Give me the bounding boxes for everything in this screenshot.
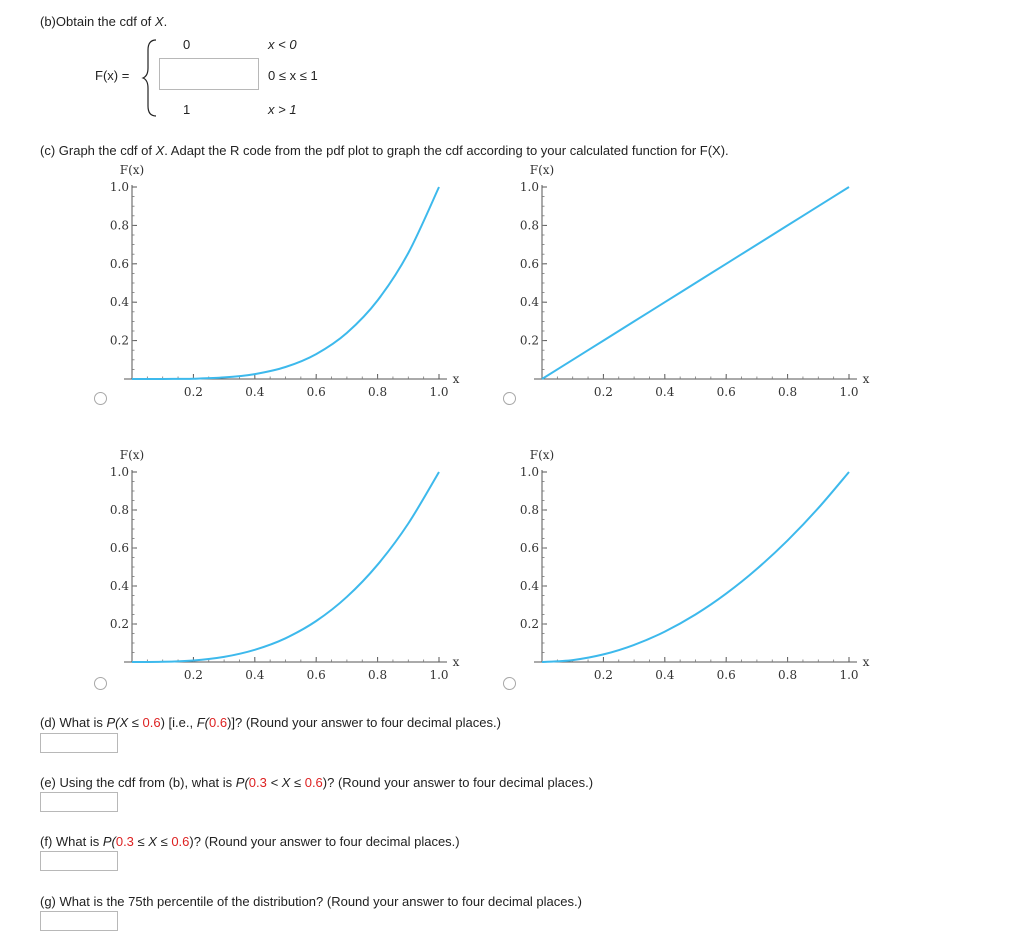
part-g-answer-input[interactable]	[40, 911, 118, 931]
x-axis-label: x	[862, 372, 870, 386]
x-axis-label: x	[452, 372, 460, 386]
part-d-text-4: F(	[196, 715, 209, 730]
part-b-text: (b)Obtain the cdf of	[40, 14, 155, 29]
part-d-question	[40, 715, 501, 730]
part-f-text-2: P(	[102, 834, 116, 849]
y-tick-label: 0.4	[519, 295, 539, 310]
part-d-value-2: 0.6	[208, 715, 228, 730]
x-tick-label: 1.0	[839, 668, 859, 682]
x-tick-label: 0.8	[368, 385, 388, 399]
part-f-value-1: 0.3	[115, 834, 134, 849]
x-tick-label: 0.2	[183, 385, 203, 399]
part-c-var: X	[155, 143, 165, 158]
y-tick-label: 0.6	[109, 541, 129, 555]
x-tick-label: 0.4	[245, 668, 265, 682]
part-b-suffix: .	[163, 14, 168, 29]
part-f-text-3: ≤ X ≤	[133, 834, 172, 849]
part-e-text-1: (e) Using the cdf from (b), what is	[40, 775, 236, 790]
x-tick-label: 1.0	[429, 668, 449, 682]
part-e-question	[40, 775, 593, 790]
part-f-value-2: 0.6	[171, 834, 190, 849]
x-tick-label: 0.6	[306, 385, 326, 399]
cdf-curve	[542, 472, 849, 662]
part-e-text-4: )? (Round your answer to four decimal places.)	[322, 775, 594, 790]
condition-middle: 0 ≤ x ≤ 1	[268, 68, 318, 83]
y-axis-label: F(x)	[529, 163, 555, 177]
y-tick-label: 1.0	[519, 465, 539, 479]
y-tick-label: 0.2	[519, 333, 539, 348]
part-d-text-2: P(X ≤	[106, 715, 143, 730]
part-e-value-1: 0.3	[248, 775, 267, 790]
x-tick-label: 0.4	[655, 668, 675, 682]
cdf-lhs: F(x) =	[95, 68, 130, 83]
part-d-value-1: 0.6	[142, 715, 161, 730]
x-tick-label: 0.2	[593, 668, 613, 682]
part-f-text-4: )? (Round your answer to four decimal places.)	[189, 834, 460, 849]
x-tick-label: 0.6	[306, 668, 326, 682]
part-c-suffix: . Adapt the R code from the pdf plot to graph the cdf according to your calculated function for F(X).	[164, 143, 729, 158]
x-tick-label: 0.4	[655, 385, 675, 399]
part-d-text-1: (d) What is	[40, 715, 107, 730]
part-g-question: (g) What is the 75th percentile of the distribution? (Round your answer to four decimal places.)	[40, 894, 582, 909]
part-f-text-1: (f) What is	[40, 834, 103, 849]
part-d-answer-input[interactable]	[40, 733, 118, 753]
y-tick-label: 0.6	[519, 541, 539, 555]
y-tick-label: 0.8	[519, 503, 539, 517]
y-tick-label: 1.0	[519, 180, 539, 194]
y-tick-label: 0.4	[109, 579, 129, 593]
y-tick-label: 1.0	[109, 180, 129, 194]
x-tick-label: 1.0	[429, 385, 449, 399]
x-axis-label: x	[862, 655, 870, 669]
part-e-text-2: P(	[235, 775, 249, 790]
part-e-value-2: 0.6	[304, 775, 323, 790]
x-tick-label: 0.6	[716, 668, 736, 682]
y-tick-label: 0.4	[519, 579, 539, 593]
part-d-text-5: )]? (Round your answer to four decimal places.)	[227, 715, 501, 730]
piece-value-top: 0	[183, 37, 191, 52]
condition-bottom: x > 1	[268, 102, 297, 117]
y-axis-label: F(x)	[529, 448, 555, 462]
y-axis-label: F(x)	[119, 448, 145, 462]
y-tick-label: 1.0	[109, 465, 129, 479]
part-e-text-3: < X ≤	[266, 775, 305, 790]
part-f-question	[40, 834, 460, 849]
x-tick-label: 0.6	[716, 385, 736, 399]
piece-value-bottom: 1	[183, 102, 191, 117]
part-d-text-3: ) [i.e.,	[160, 715, 197, 730]
y-tick-label: 0.4	[109, 295, 129, 310]
y-tick-label: 0.6	[519, 256, 539, 271]
x-tick-label: 0.8	[368, 668, 388, 682]
y-tick-label: 0.8	[109, 218, 129, 233]
part-e-answer-input[interactable]	[40, 792, 118, 812]
y-tick-label: 0.2	[109, 617, 129, 631]
part-f-answer-input[interactable]	[40, 851, 118, 871]
y-axis-label: F(x)	[119, 163, 145, 177]
part-c-text: (c) Graph the cdf of	[40, 143, 156, 158]
x-tick-label: 0.4	[245, 385, 265, 399]
x-axis-label: x	[452, 655, 460, 669]
x-tick-label: 0.2	[593, 385, 613, 399]
x-tick-label: 0.8	[778, 385, 798, 399]
condition-top: x < 0	[268, 37, 297, 52]
y-tick-label: 0.8	[109, 503, 129, 517]
part-b-var: X	[154, 14, 164, 29]
y-tick-label: 0.2	[519, 617, 539, 631]
y-tick-label: 0.8	[519, 218, 539, 233]
x-tick-label: 1.0	[839, 385, 859, 399]
y-tick-label: 0.2	[109, 333, 129, 348]
x-tick-label: 0.8	[778, 668, 798, 682]
y-tick-label: 0.6	[109, 256, 129, 271]
x-tick-label: 0.2	[183, 668, 203, 682]
